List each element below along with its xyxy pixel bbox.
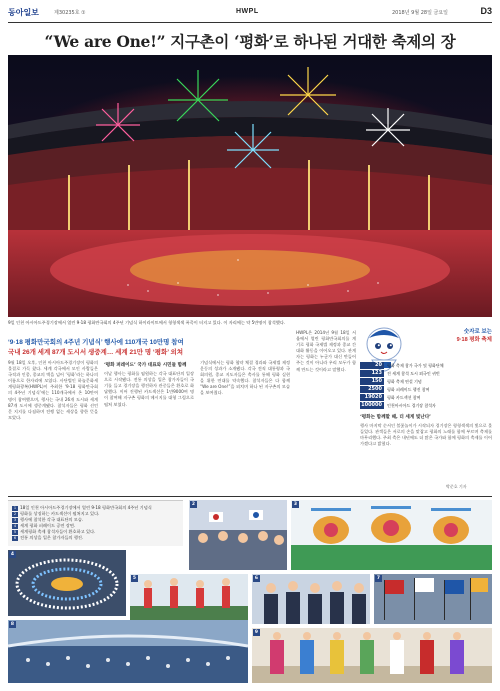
stadium-fireworks-illustration [8, 55, 492, 317]
sidebox-title-2: 9·18 평화 축제 [456, 336, 492, 343]
column-body: 행사 마지막 순서인 불꽃놀이가 시작되자 경기장은 형형색색의 빛으로 물들었다. 관객들은 서로의 손을 맞잡고 평화의 노래를 함께 부르며 축제를 마무리했다. 주최 측은 내년에도 더 많은 국가와 함께 평화의 축제를 이어가겠다고 밝혔다. [360, 423, 492, 447]
column-heading: ‘평화 퍼레이드’ 국가 대표와 시민들 함께 [104, 363, 187, 368]
collage-caption: 1 18일 인천 아시아드주경기장에서 열린 9·18 평화만국회의 4주년 기념식 [13, 505, 152, 510]
stat-number: 2500 [360, 386, 384, 393]
stat-row [360, 362, 492, 369]
stat-row [360, 386, 492, 393]
page-number: D3 [480, 6, 492, 16]
stat-row [360, 394, 492, 401]
photo-tile-stadium-crowd: 8 [8, 620, 248, 683]
stat-description: 평화 축제 연설 기념 [387, 379, 422, 384]
stat-number: 150 [360, 378, 384, 385]
article-column-3: 기념식에서는 평화 협약 체결 경과와 국제법 제정 운동의 성과가 소개됐다. 각국 전직 대통령과 국회의원, 종교 지도자들은 축사를 통해 평화 실현을 위한 연대를 약속했다. 참석자들은 다 함께 “We are One!”을 외치며 하나 된 지구촌의 모습을 보여줬다. [200, 360, 290, 396]
collage-caption: 3 행사에 참석한 각국 대표단의 모습. [13, 517, 84, 522]
stat-number: 20 [360, 362, 384, 369]
photo-tile-formation: 4 [8, 550, 126, 616]
column-body: 이날 행사는 평화를 염원하는 각국 대표단의 입장으로 시작됐다. 전통 의상을 입은 참가자들이 국기를 들고 경기장을 행진하자 관중들은 환호로 화답했다. 이어 진행된 카드섹션은 1만9000여 명이 참여해 지구촌 평화의 메시지를 대형 그림으로 펼쳐 보였다. [104, 371, 194, 407]
article-column-1: 9월 18일 오후, 인천 아시아드주경기장이 평화의 물결로 가득 찼다. 세계 각국에서 모인 사람들은 국적과 인종, 종교의 벽을 넘어 ‘평화’라는 하나의 이름으로 한자리에 모였다. 사단법인 하늘문화세계평화광복(HWPL)이 주최한 ‘9·18 평화만국회의 4주년 기념식’에는 110개국에서 온 10만여 명이 참여했으며, 행사는 국내 26개 도시와 세계 87개 도시에 생중계됐다. 참석자들은 평화 선언문 지지를 다짐하며 전쟁 없는 세상을 향한 뜻을 모았다. [8, 360, 98, 420]
collage-caption-box [8, 500, 183, 546]
photo-tile-dancers: 5 [130, 574, 248, 624]
newspaper-logo: 동아일보 [8, 7, 39, 17]
stats-sidebox [398, 329, 492, 345]
stat-description: 평화 카드섹션 참여 [387, 395, 421, 400]
main-photo [8, 55, 492, 317]
stat-description: 인천아시아드 경기장 참석자 [387, 403, 436, 408]
stat-description: 평화 퍼레이드 행진 참여 [387, 387, 430, 392]
stat-description: 전 세계 참석 도시 외국인 귀빈 [387, 371, 440, 376]
column-heading: ‘평화는 함께할 때, 더 세게 빛난다’ [360, 415, 431, 420]
article-subhead [8, 338, 258, 358]
collage-caption: 5 세계평화 축제 참석자들이 환호하고 있다. [13, 529, 96, 534]
article-column-4: HWPL은 2014년 9월 18일 서울에서 열린 평화만국회의를 계기로 평화 국제법 제정과 종교 간 대화 활동을 이어오고 있다. 관계자는 평화는 누군가 대신 만들어 주는 것이 아니라 우리 모두가 함께 만드는 것이라고 말했다. [296, 330, 356, 372]
photo-tile-performance: 3 [291, 500, 492, 570]
subhead-line-1: ‘9·18 평화만국회의 4주년 기념식’ 행사에 110개국 10만명 참여 [8, 339, 184, 346]
stat-number: 19020 [360, 394, 384, 401]
publication-date: 2018년 9월 28일 금요일 [392, 10, 449, 16]
photo-tile-flags: 7 [374, 574, 492, 624]
stat-row [360, 378, 492, 385]
byline: 박준호 기자 [446, 484, 467, 489]
section-rule [8, 496, 492, 497]
section-name: HWPL [236, 8, 259, 15]
article-column-5 [360, 412, 492, 482]
photo-caption: 9일 인천 아시아드주경기장에서 열린 9·18 평화만국회의 4주년 기념식 하이라이트에서 형형색색 폭죽이 터지고 있다. 이 자리에는 약 5만명이 참석했다. [8, 320, 286, 325]
collage-caption: 2 평화를 상징하는 카드섹션이 펼쳐지고 있다. [13, 511, 100, 516]
photo-collage [8, 500, 492, 683]
stat-row [360, 370, 492, 377]
article-column-2 [104, 360, 194, 492]
collage-caption: 6 전통 의상을 입은 참가자들의 행진. [13, 535, 84, 540]
stat-description: 평화 축제 참가 국가 및 평화단체 [387, 363, 444, 368]
stat-number: 100000 [361, 402, 382, 408]
stat-row [360, 402, 492, 409]
issue-number: 제30235호 ① [54, 10, 86, 16]
photo-tile-officials: 6 [252, 574, 370, 624]
photo-tile-audience: 2 [189, 500, 287, 570]
page-headline: “We are One!” 지구촌이 ‘평화’로 하나된 거대한 축제의 장 [44, 32, 456, 51]
sidebox-title-1: 숫자로 보는 [463, 329, 492, 335]
masthead-rule [8, 22, 492, 23]
subhead-line-2: 국내 26개 세계 87개 도시서 생중계… 세계 21만 명 ‘평화’ 외쳐 [8, 349, 184, 357]
photo-tile-traditional-costumes: 9 [252, 628, 492, 683]
stats-table [360, 362, 492, 410]
collage-caption: 4 세계 평화 퍼레이드 공연 장면. [13, 523, 76, 528]
stat-number: 123 [360, 370, 384, 377]
masthead [8, 5, 492, 21]
